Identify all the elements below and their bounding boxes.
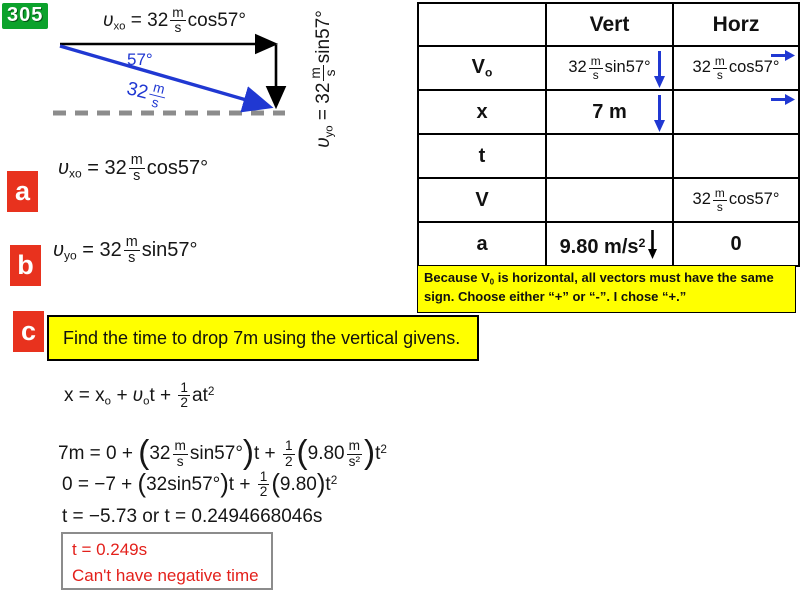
step-b-marker: b — [10, 245, 41, 286]
negative-time-note: Can't have negative time — [72, 566, 259, 586]
final-answer-box — [61, 532, 273, 590]
vector-diagram — [45, 32, 295, 124]
final-time-value: t = 0.249s — [72, 540, 148, 559]
table-row-x — [418, 90, 799, 134]
table-row-v0 — [418, 46, 799, 90]
table-header-row — [418, 3, 799, 46]
table-row-t — [418, 134, 799, 178]
row-label-a: a — [418, 222, 546, 266]
row-label-x: x — [418, 90, 546, 134]
find-time-instruction: Find the time to drop 7m using the vertical givens. — [47, 315, 479, 361]
cell-t-horz — [673, 134, 799, 178]
row-label-v0: Vo — [418, 46, 546, 90]
down-arrow-icon — [646, 229, 659, 259]
cell-v0-horz: 32 $\frac{m}{s}$ cos57° — [673, 46, 799, 90]
table-row-a — [418, 222, 799, 266]
cell-v-horz: 32 $\frac{m}{s}$ cos57° — [673, 178, 799, 222]
cell-a-horz: 0 — [673, 222, 799, 266]
substitution-equation: 7m = 0 + (32 $\frac{m}{s}$ sin57°)t + $\frac{1}{2}$ (9.80 $\frac{m}{\text{s²}}$ )$t^2$ — [58, 434, 387, 471]
vx-equation-label: υxo = 32 $\frac{m}{s}$ cos57° — [103, 5, 246, 36]
right-arrow-icon — [770, 93, 795, 106]
cell-x-horz — [673, 90, 799, 134]
roots-equation: t = −5.73 or t = 0.2494668046s — [62, 506, 323, 527]
cell-x-vert: 7 m — [546, 90, 673, 134]
step-c-marker: c — [13, 311, 44, 352]
kinematic-equation: x = xo + υot + $\frac{1}{2}$ $at^2$ — [64, 380, 215, 411]
cell-v0-vert: 32 $\frac{m}{s}$ sin57° — [546, 46, 673, 90]
angle-label: 57° — [127, 50, 153, 69]
row-label-t: t — [418, 134, 546, 178]
down-arrow-icon — [652, 94, 667, 132]
cell-t-vert — [546, 134, 673, 178]
table-header-vert: Vert — [546, 3, 673, 46]
cell-v-vert — [546, 178, 673, 222]
row-label-v: V — [418, 178, 546, 222]
vy-answer-equation: υyo = 32 $\frac{m}{s}$ sin57° — [53, 234, 198, 267]
page-number-badge: 305 — [2, 3, 48, 29]
table-header-horz: Horz — [673, 3, 799, 46]
vy-equation-label: υyo = 32 m s sin57° — [308, 10, 339, 148]
table-row-v — [418, 178, 799, 222]
sign-convention-note: Because V0 is horizontal, all vectors must have the same sign. Choose either “+” or “-”. I chose “+.” — [417, 265, 796, 313]
down-arrow-icon — [652, 50, 667, 88]
step-a-marker: a — [7, 171, 38, 212]
table-corner-cell — [418, 3, 546, 46]
givens-table — [417, 2, 800, 267]
simplified-equation: 0 = −7 + (32sin57°)t + $\frac{1}{2}$ $(9.80)t^2$ — [62, 469, 338, 500]
cell-a-vert: 9.80 $m/s^2$ — [546, 222, 673, 266]
vx-answer-equation: υxo = 32 $\frac{m}{s}$ cos57° — [58, 152, 209, 185]
speed-label: 32 $\frac{m}{s}$ — [124, 78, 167, 112]
right-arrow-icon — [770, 49, 795, 62]
